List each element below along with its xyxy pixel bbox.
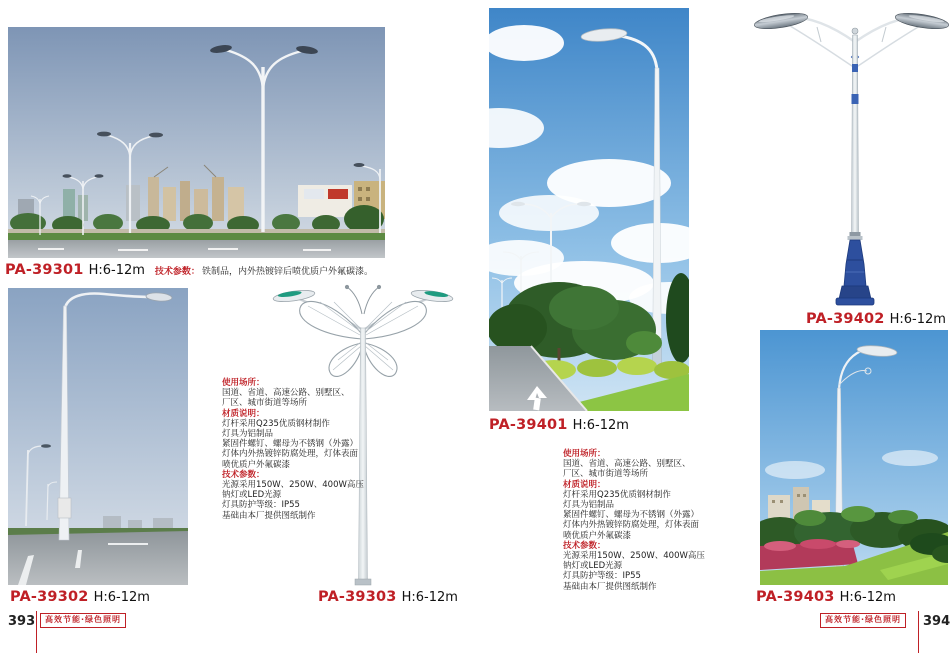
- spec-line: 基础由本厂提供图纸制作: [563, 581, 657, 592]
- street-scene-park-illustration: [760, 330, 948, 585]
- product-label-pa-39401: [489, 417, 629, 433]
- tech-note-text: 铁制品，内外热镀锌后喷优质户外氟碳漆。: [201, 267, 373, 277]
- equipment-cabinet: [58, 498, 71, 518]
- spec-line: 喷优质户外氟碳漆: [563, 530, 632, 541]
- hedge: [8, 233, 385, 240]
- photo-pa-39301: [8, 27, 385, 258]
- spec-line: 基础由本厂提供图纸制作: [222, 510, 316, 521]
- pole-blue-band: [852, 64, 858, 72]
- spec-line: 紧固件螺钉、螺母为不锈钢（外露）: [563, 510, 700, 521]
- spec-line: 技术参数：: [222, 469, 265, 480]
- pole-blue-band: [852, 94, 859, 104]
- spec-line: 国道、省道、高速公路、别墅区、: [563, 459, 691, 470]
- double-arm-street-lamp-illustration: [753, 2, 950, 308]
- spec-line: 喷优质户外氟碳漆: [222, 459, 291, 470]
- product-label-pa-39303: [318, 589, 458, 605]
- spec-line: 灯具防护等级：IP55: [222, 500, 300, 511]
- product-code: PA-39303: [318, 589, 397, 605]
- lamp-arms: [753, 10, 949, 68]
- product-label-pa-39402: [806, 311, 946, 327]
- butterfly-antennae: [345, 285, 380, 314]
- product-label-pa-39301: [5, 262, 373, 278]
- footer-slogan-left: 高效节能·绿色照明: [40, 613, 126, 628]
- footer-divider-right: [918, 611, 919, 653]
- road: [8, 531, 188, 585]
- footer-divider-left: [36, 611, 37, 653]
- product-height: H:6-12m: [88, 263, 145, 278]
- product-label-pa-39403: [756, 589, 896, 605]
- spec-line: 钠灯或LED光源: [222, 490, 282, 501]
- product-height: H:6-12m: [839, 590, 896, 605]
- spec-line: 材质说明：: [563, 479, 606, 490]
- spec-line: 灯杆采用Q235优质钢材制作: [563, 489, 671, 500]
- product-code: PA-39301: [5, 262, 84, 278]
- footer-slogan-right: 高效节能·绿色照明: [820, 613, 906, 628]
- page-number-right: 394: [923, 614, 950, 629]
- street-scene-city-illustration: [8, 27, 385, 258]
- product-code: PA-39302: [10, 589, 89, 605]
- street-scene-road-illustration: [8, 288, 188, 585]
- spec-line: 紧固件螺钉、螺母为不锈钢（外露）: [222, 439, 359, 450]
- spec-line: 灯具为铝制品: [222, 429, 274, 440]
- product-height: H:6-12m: [93, 590, 150, 605]
- photo-pa-39401: [489, 8, 689, 411]
- render-pa-39402: [753, 2, 950, 308]
- product-code: PA-39403: [756, 589, 835, 605]
- spec-line: 灯体内外热镀锌防腐处理，灯体表面: [563, 520, 700, 531]
- spec-line: 技术参数：: [563, 540, 606, 551]
- street-scene-sky-illustration: [489, 8, 689, 411]
- spec-line: 光源采用150W、250W、400W高压: [222, 480, 364, 491]
- page-number-left: 393: [8, 614, 36, 629]
- spec-line: 厂区、城市街道等场所: [222, 398, 308, 409]
- spec-line: 使用场所：: [563, 449, 606, 459]
- pole-base: [836, 232, 874, 305]
- spec-line: 灯体内外热镀锌防腐处理，灯体表面: [222, 449, 359, 460]
- spec-line: 厂区、城市街道等场所: [563, 469, 649, 480]
- product-height: H:6-12m: [401, 590, 458, 605]
- spec-line: 国道、省道、高速公路、别墅区、: [222, 388, 350, 399]
- spec-line: 材质说明：: [222, 408, 265, 419]
- lamp-pole: [852, 28, 859, 234]
- spec-line: 钠灯或LED光源: [563, 561, 623, 572]
- spec-line: 灯具防护等级：IP55: [563, 571, 641, 582]
- palm-fronds: [888, 510, 918, 524]
- palm-fronds: [794, 510, 826, 526]
- spec-line: 使用场所：: [222, 378, 265, 388]
- product-height: H:6-12m: [889, 312, 946, 327]
- pole-finial: [852, 28, 858, 34]
- product-code: PA-39401: [489, 417, 568, 433]
- product-label-pa-39302: [10, 589, 150, 605]
- pole-base: [355, 579, 371, 585]
- photo-pa-39403: [760, 330, 948, 585]
- spec-line: 灯具为铝制品: [563, 500, 615, 511]
- spec-block-left: [222, 378, 392, 521]
- spec-block-right: [563, 449, 733, 592]
- tech-note-label: 技术参数：: [154, 267, 200, 277]
- spec-line: 光源采用150W、250W、400W高压: [563, 551, 705, 562]
- product-height: H:6-12m: [572, 418, 629, 433]
- product-code: PA-39402: [806, 311, 885, 327]
- spec-line: 灯杆采用Q235优质钢材制作: [222, 418, 330, 429]
- photo-pa-39302: [8, 288, 188, 585]
- palm-fronds: [841, 506, 875, 522]
